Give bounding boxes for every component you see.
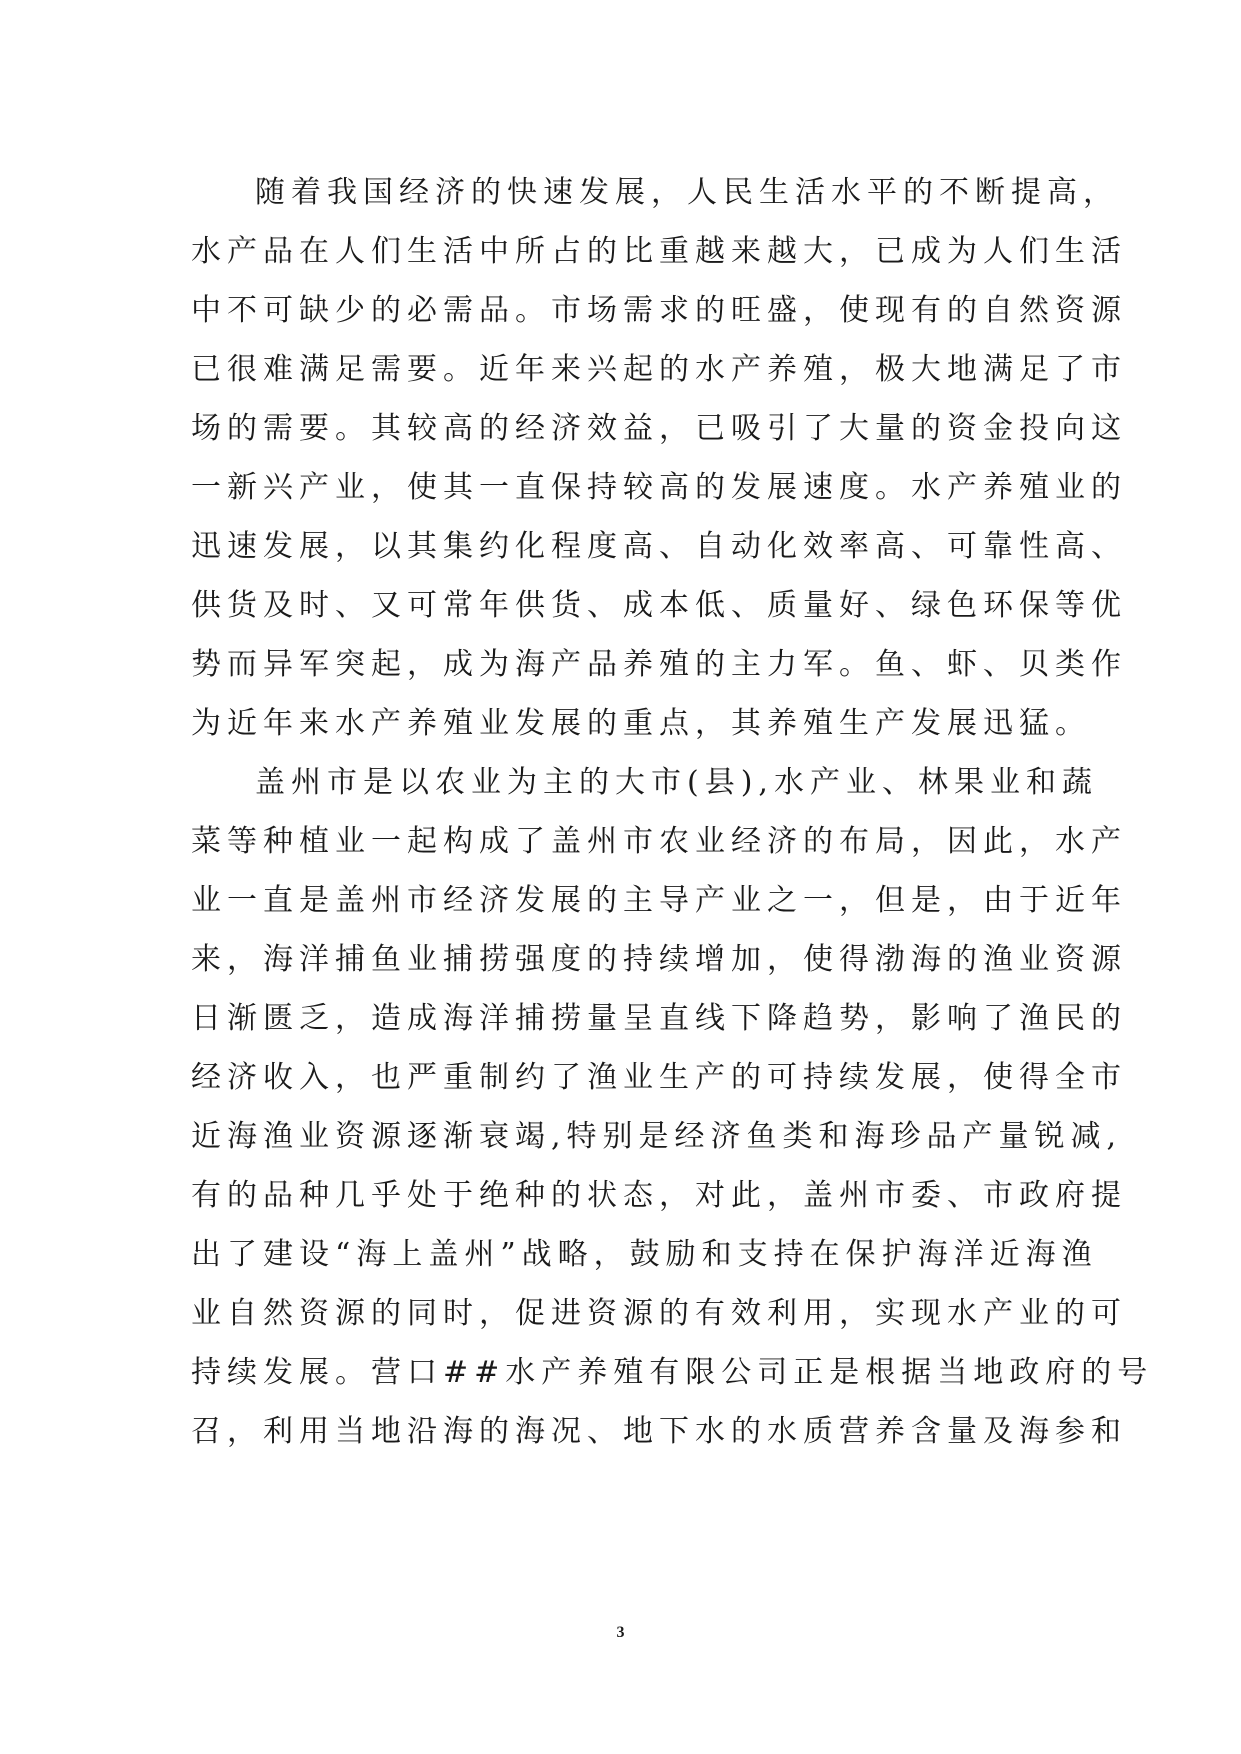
paragraph-1 xyxy=(191,163,1127,753)
text-line: 日渐匮乏，造成海洋捕捞量呈直线下降趋势，影响了渔民的 xyxy=(191,1001,1127,1036)
text-line: 迅速发展，以其集约化程度高、自动化效率高、可靠性高、 xyxy=(191,529,1127,564)
text-line: 已很难满足需要。近年来兴起的水产养殖，极大地满足了市 xyxy=(191,352,1127,387)
text-line: 中不可缺少的必需品。市场需求的旺盛，使现有的自然资源 xyxy=(191,293,1127,328)
text-line: 经济收入，也严重制约了渔业生产的可持续发展，使得全市 xyxy=(191,1060,1127,1095)
text-line: 场的需要。其较高的经济效益，已吸引了大量的资金投向这 xyxy=(191,411,1127,446)
text-line: 势而异军突起，成为海产品养殖的主力军。鱼、虾、贝类作 xyxy=(191,647,1127,682)
text-line: 有的品种几乎处于绝种的状态，对此，盖州市委、市政府提 xyxy=(191,1178,1127,1213)
text-line: 一新兴产业，使其一直保持较高的发展速度。水产养殖业的 xyxy=(191,470,1127,505)
text-line: 水产品在人们生活中所占的比重越来越大，已成为人们生活 xyxy=(191,234,1127,269)
text-line: 业一直是盖州市经济发展的主导产业之一，但是，由于近年 xyxy=(191,883,1127,918)
page-number: 3 xyxy=(616,1624,625,1641)
body-text xyxy=(191,163,1154,1461)
text-line: 近海渔业资源逐渐衰竭,特别是经济鱼类和海珍品产量锐减, xyxy=(191,1119,1123,1154)
text-line: 召，利用当地沿海的海况、地下水的水质营养含量及海参和 xyxy=(191,1414,1127,1449)
text-line: 盖州市是以农业为主的大市(县),水产业、林果业和蔬 xyxy=(255,765,1098,800)
paragraph-2 xyxy=(191,753,1154,1461)
text-line: 供货及时、又可常年供货、成本低、质量好、绿色环保等优 xyxy=(191,588,1127,623)
text-line: 业自然资源的同时，促进资源的有效利用，实现水产业的可 xyxy=(191,1296,1127,1331)
text-line: 菜等种植业一起构成了盖州市农业经济的布局，因此，水产 xyxy=(191,824,1127,859)
text-line: 来，海洋捕鱼业捕捞强度的持续增加，使得渤海的渔业资源 xyxy=(191,942,1127,977)
text-line: 为近年来水产养殖业发展的重点，其养殖生产发展迅猛。 xyxy=(191,706,1091,741)
text-line: 随着我国经济的快速发展，人民生活水平的不断提高， xyxy=(255,175,1119,210)
text-line: 出了建设“海上盖州”战略，鼓励和支持在保护海洋近海渔 xyxy=(191,1237,1098,1272)
text-line: 持续发展。营口##水产养殖有限公司正是根据当地政府的号 xyxy=(191,1355,1154,1390)
